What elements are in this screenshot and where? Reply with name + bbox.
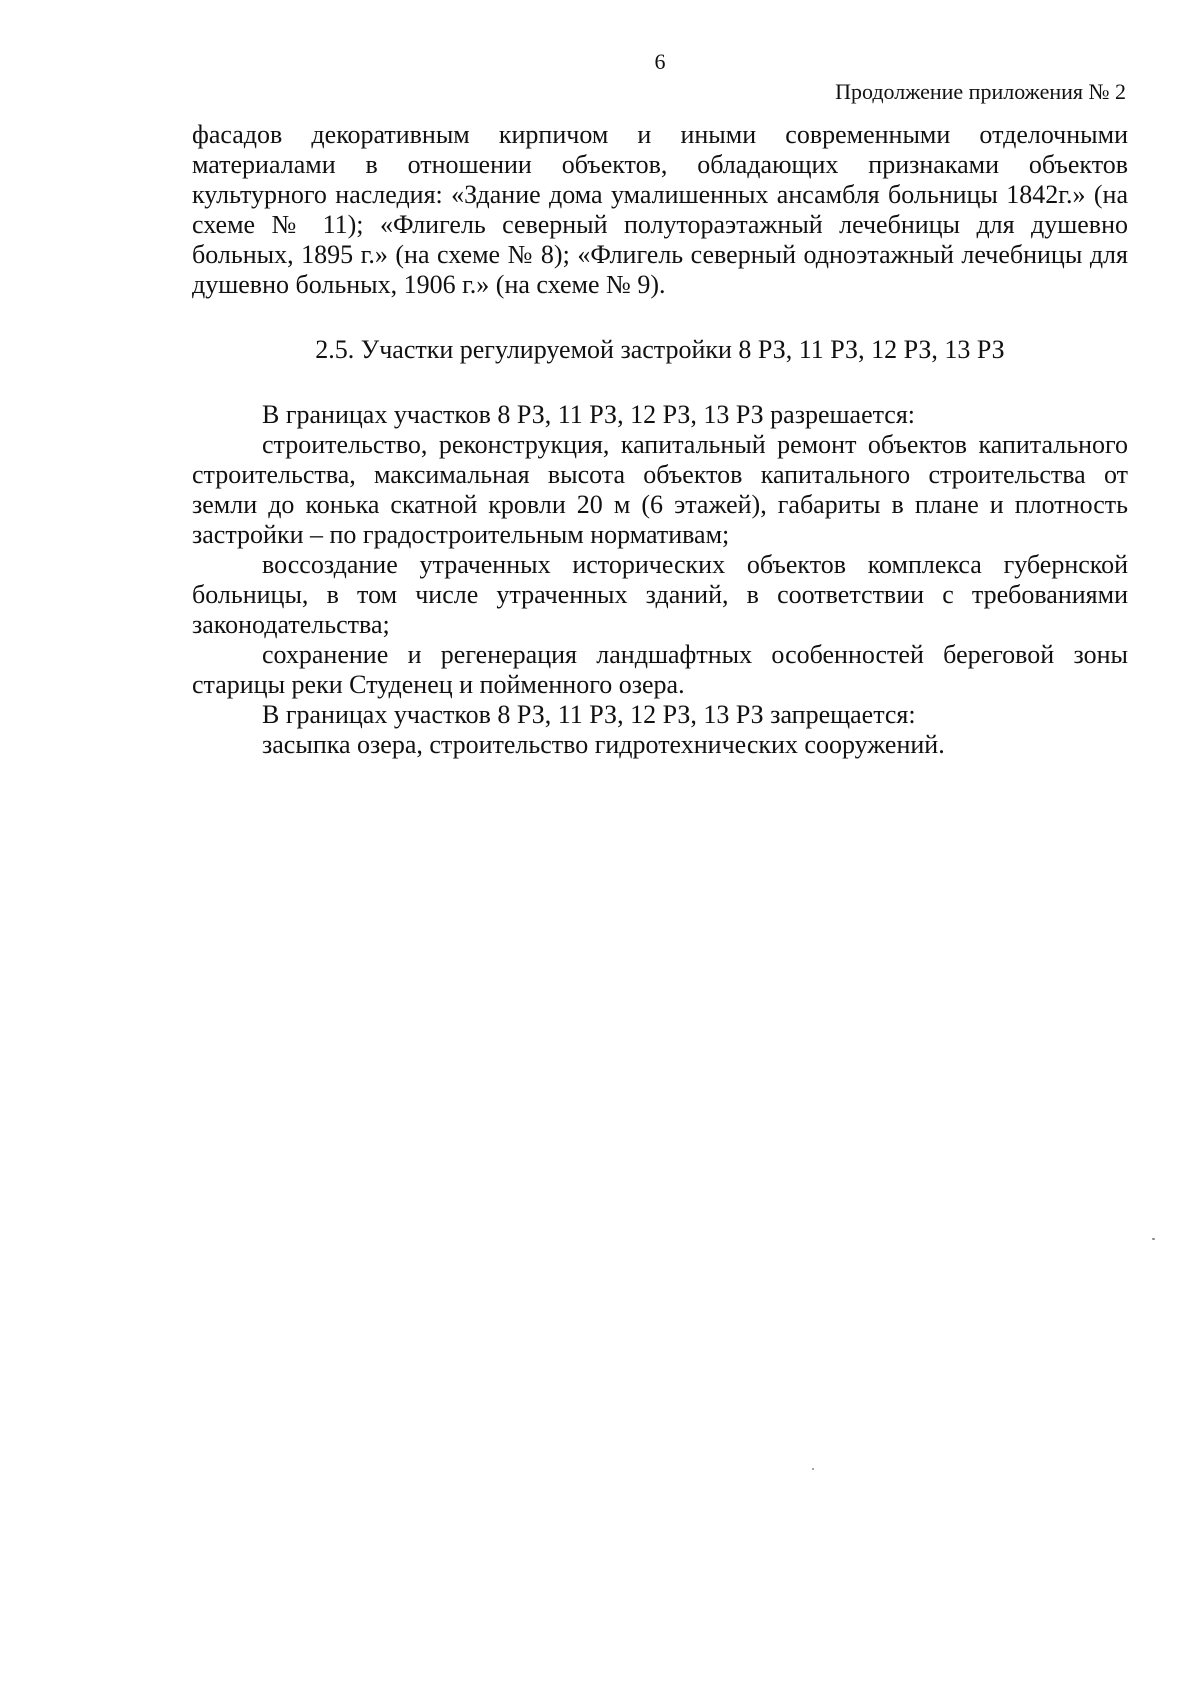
prohibited-item: засыпка озера, строительство гидротехнических сооружений.	[262, 730, 945, 759]
permitted-item: строительство, реконструкция, капитальный ремонт объектов капитального строительства, максимальная высота объектов капитального строительства от земли до конька скатной кровли 20 м (6 этажей), габариты в плане и плотность застройки – по градостроительным нормативам;	[192, 430, 1128, 549]
permitted-intro: В границах участков 8 РЗ, 11 РЗ, 12 РЗ, 13 РЗ разрешается:	[262, 400, 916, 429]
section-heading: 2.5. Участки регулируемой застройки 8 РЗ, 11 РЗ, 12 РЗ, 13 РЗ	[315, 335, 1005, 364]
scan-speck	[1152, 1238, 1155, 1240]
permitted-item: воссоздание утраченных исторических объектов комплекса губернской больницы, в том числе утраченных зданий, в соответствии с требованиями законодательства;	[192, 550, 1128, 639]
appendix-continuation-note: Продолжение приложения № 2	[835, 79, 1126, 104]
document-body	[192, 120, 1128, 760]
permitted-item: сохранение и регенерация ландшафтных особенностей береговой зоны старицы реки Студенец и пойменного озера.	[192, 640, 1128, 699]
page-number: 6	[654, 49, 666, 74]
scan-speck	[812, 1468, 814, 1470]
prohibited-intro: В границах участков 8 РЗ, 11 РЗ, 12 РЗ, 13 РЗ запрещается:	[262, 700, 916, 729]
continuation-paragraph: фасадов декоративным кирпичом и иными современными отделочными материалами в отношении объектов, обладающих признаками объектов культурного наследия: «Здание дома умалишенных ансамбля больницы 1842г.» (на схеме № 11); «Флигель северный полутораэтажный лечебницы для душевно больных, 1895 г.» (на схеме № 8); «Флигель северный одноэтажный лечебницы для душевно больных, 1906 г.» (на схеме № 9).	[192, 120, 1128, 299]
